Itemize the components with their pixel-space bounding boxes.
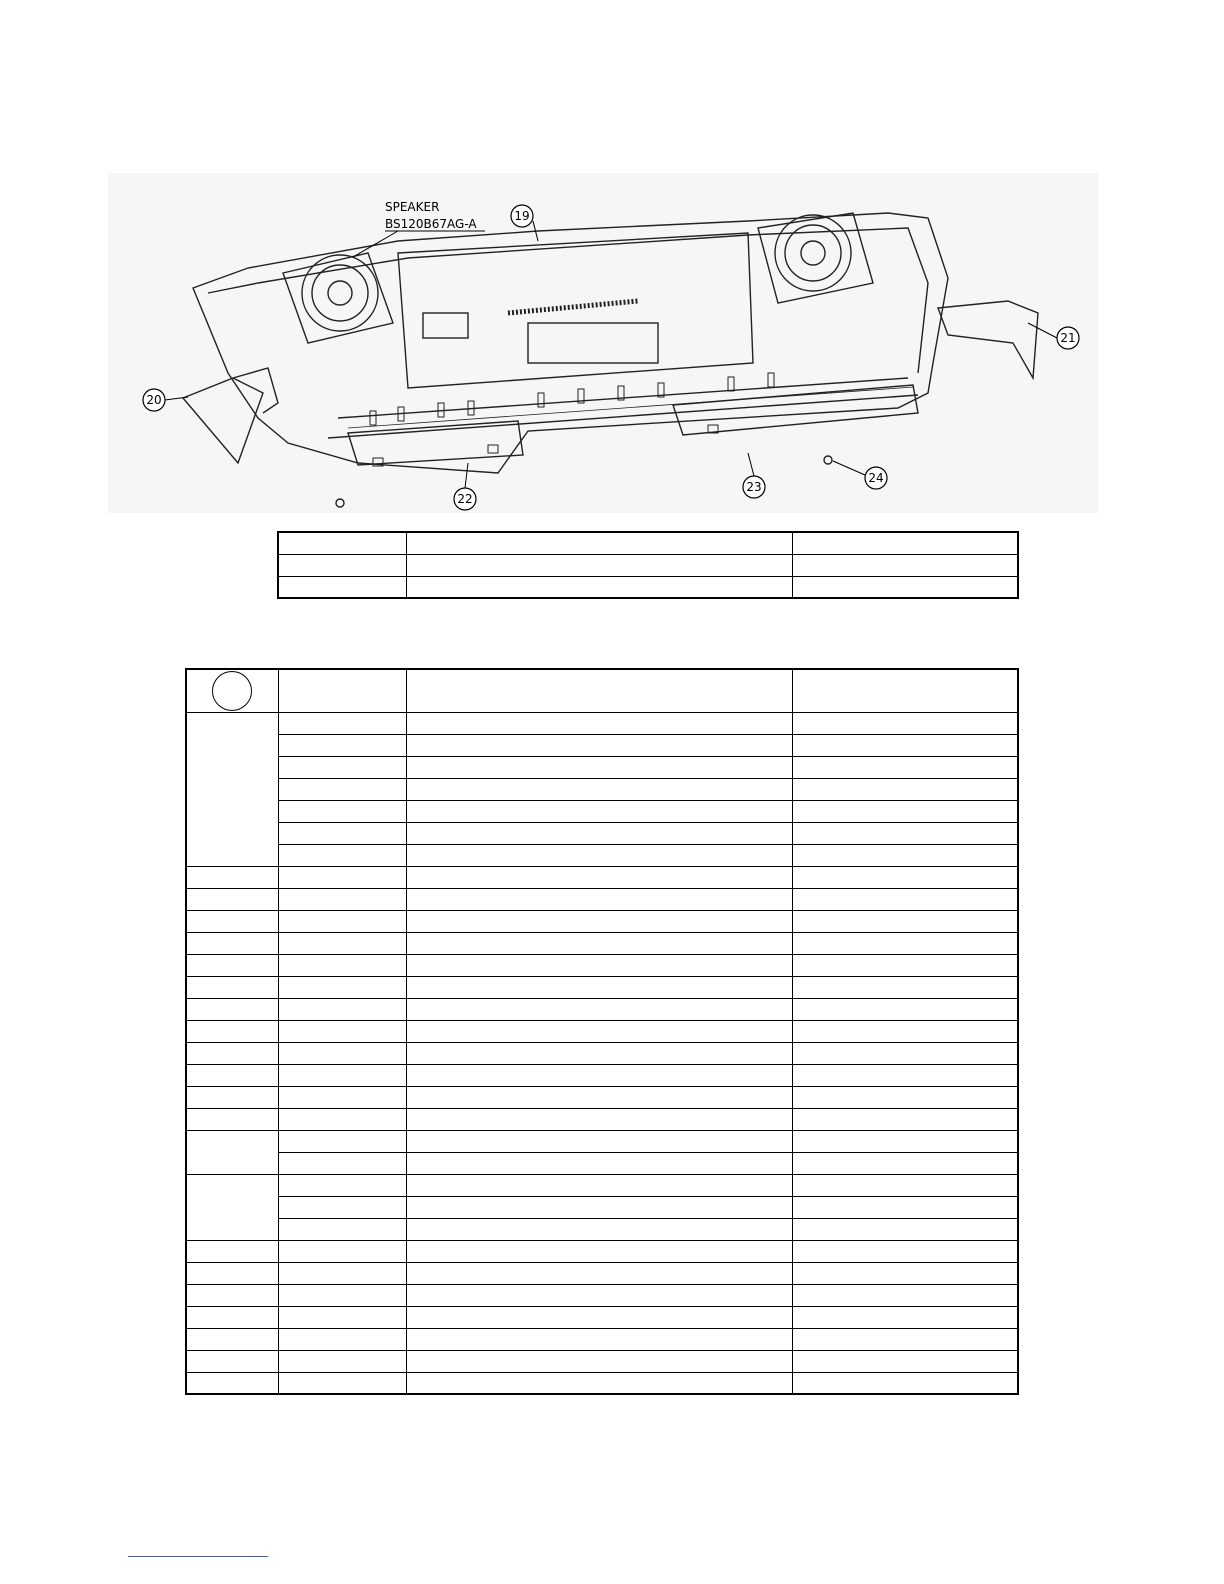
table-row bbox=[186, 734, 1018, 756]
parts-table-main bbox=[185, 668, 1019, 1395]
table-row bbox=[186, 800, 1018, 822]
speaker-left bbox=[302, 255, 378, 331]
table-row bbox=[186, 1152, 1018, 1174]
callout-22-label: 22 bbox=[457, 492, 473, 506]
table-row bbox=[186, 1218, 1018, 1240]
parts-table-small bbox=[277, 531, 1019, 599]
table-row bbox=[186, 910, 1018, 932]
table-row bbox=[186, 998, 1018, 1020]
table-row bbox=[186, 932, 1018, 954]
table-row bbox=[186, 1306, 1018, 1328]
callout-21-label: 21 bbox=[1060, 331, 1076, 345]
table-row bbox=[186, 1350, 1018, 1372]
table-row bbox=[186, 1262, 1018, 1284]
safety-mark-icon bbox=[212, 671, 252, 711]
callout-20-label: 20 bbox=[146, 393, 162, 407]
cabinet-drawing bbox=[108, 173, 1098, 513]
duct-21 bbox=[938, 301, 1038, 378]
table-row bbox=[186, 976, 1018, 998]
duct-20 bbox=[183, 378, 263, 463]
table-row bbox=[186, 756, 1018, 778]
table-row bbox=[186, 778, 1018, 800]
callout-19-label: 19 bbox=[514, 209, 530, 223]
speaker-part-number: BS120B67AG-A bbox=[385, 217, 477, 231]
exploded-diagram bbox=[108, 173, 1098, 513]
table-row bbox=[186, 1130, 1018, 1152]
table-row bbox=[186, 1372, 1018, 1394]
table-row bbox=[186, 1064, 1018, 1086]
table-row bbox=[186, 1086, 1018, 1108]
table-row bbox=[186, 1042, 1018, 1064]
screw-24 bbox=[824, 456, 832, 464]
callout-23-label: 23 bbox=[746, 480, 762, 494]
table-row bbox=[186, 822, 1018, 844]
table-row bbox=[278, 554, 1018, 576]
table-row bbox=[186, 866, 1018, 888]
table-row bbox=[186, 1328, 1018, 1350]
table-row bbox=[186, 1020, 1018, 1042]
callout-24-label: 24 bbox=[868, 471, 884, 485]
cabinet-outline bbox=[193, 213, 948, 473]
table-row bbox=[278, 532, 1018, 554]
table-row bbox=[278, 576, 1018, 598]
table-row bbox=[186, 1196, 1018, 1218]
speaker-label: SPEAKER bbox=[385, 200, 440, 214]
table-header-row bbox=[186, 669, 1018, 712]
speaker-right bbox=[775, 215, 851, 291]
table-row bbox=[186, 954, 1018, 976]
table-row bbox=[186, 844, 1018, 866]
table-row bbox=[186, 1108, 1018, 1130]
speaker-left-box bbox=[283, 253, 393, 343]
table-row bbox=[186, 1240, 1018, 1262]
table-row bbox=[186, 712, 1018, 734]
footer-link-underline[interactable] bbox=[128, 1556, 268, 1557]
table-row bbox=[186, 888, 1018, 910]
table-row bbox=[186, 1174, 1018, 1196]
table-row bbox=[186, 1284, 1018, 1306]
